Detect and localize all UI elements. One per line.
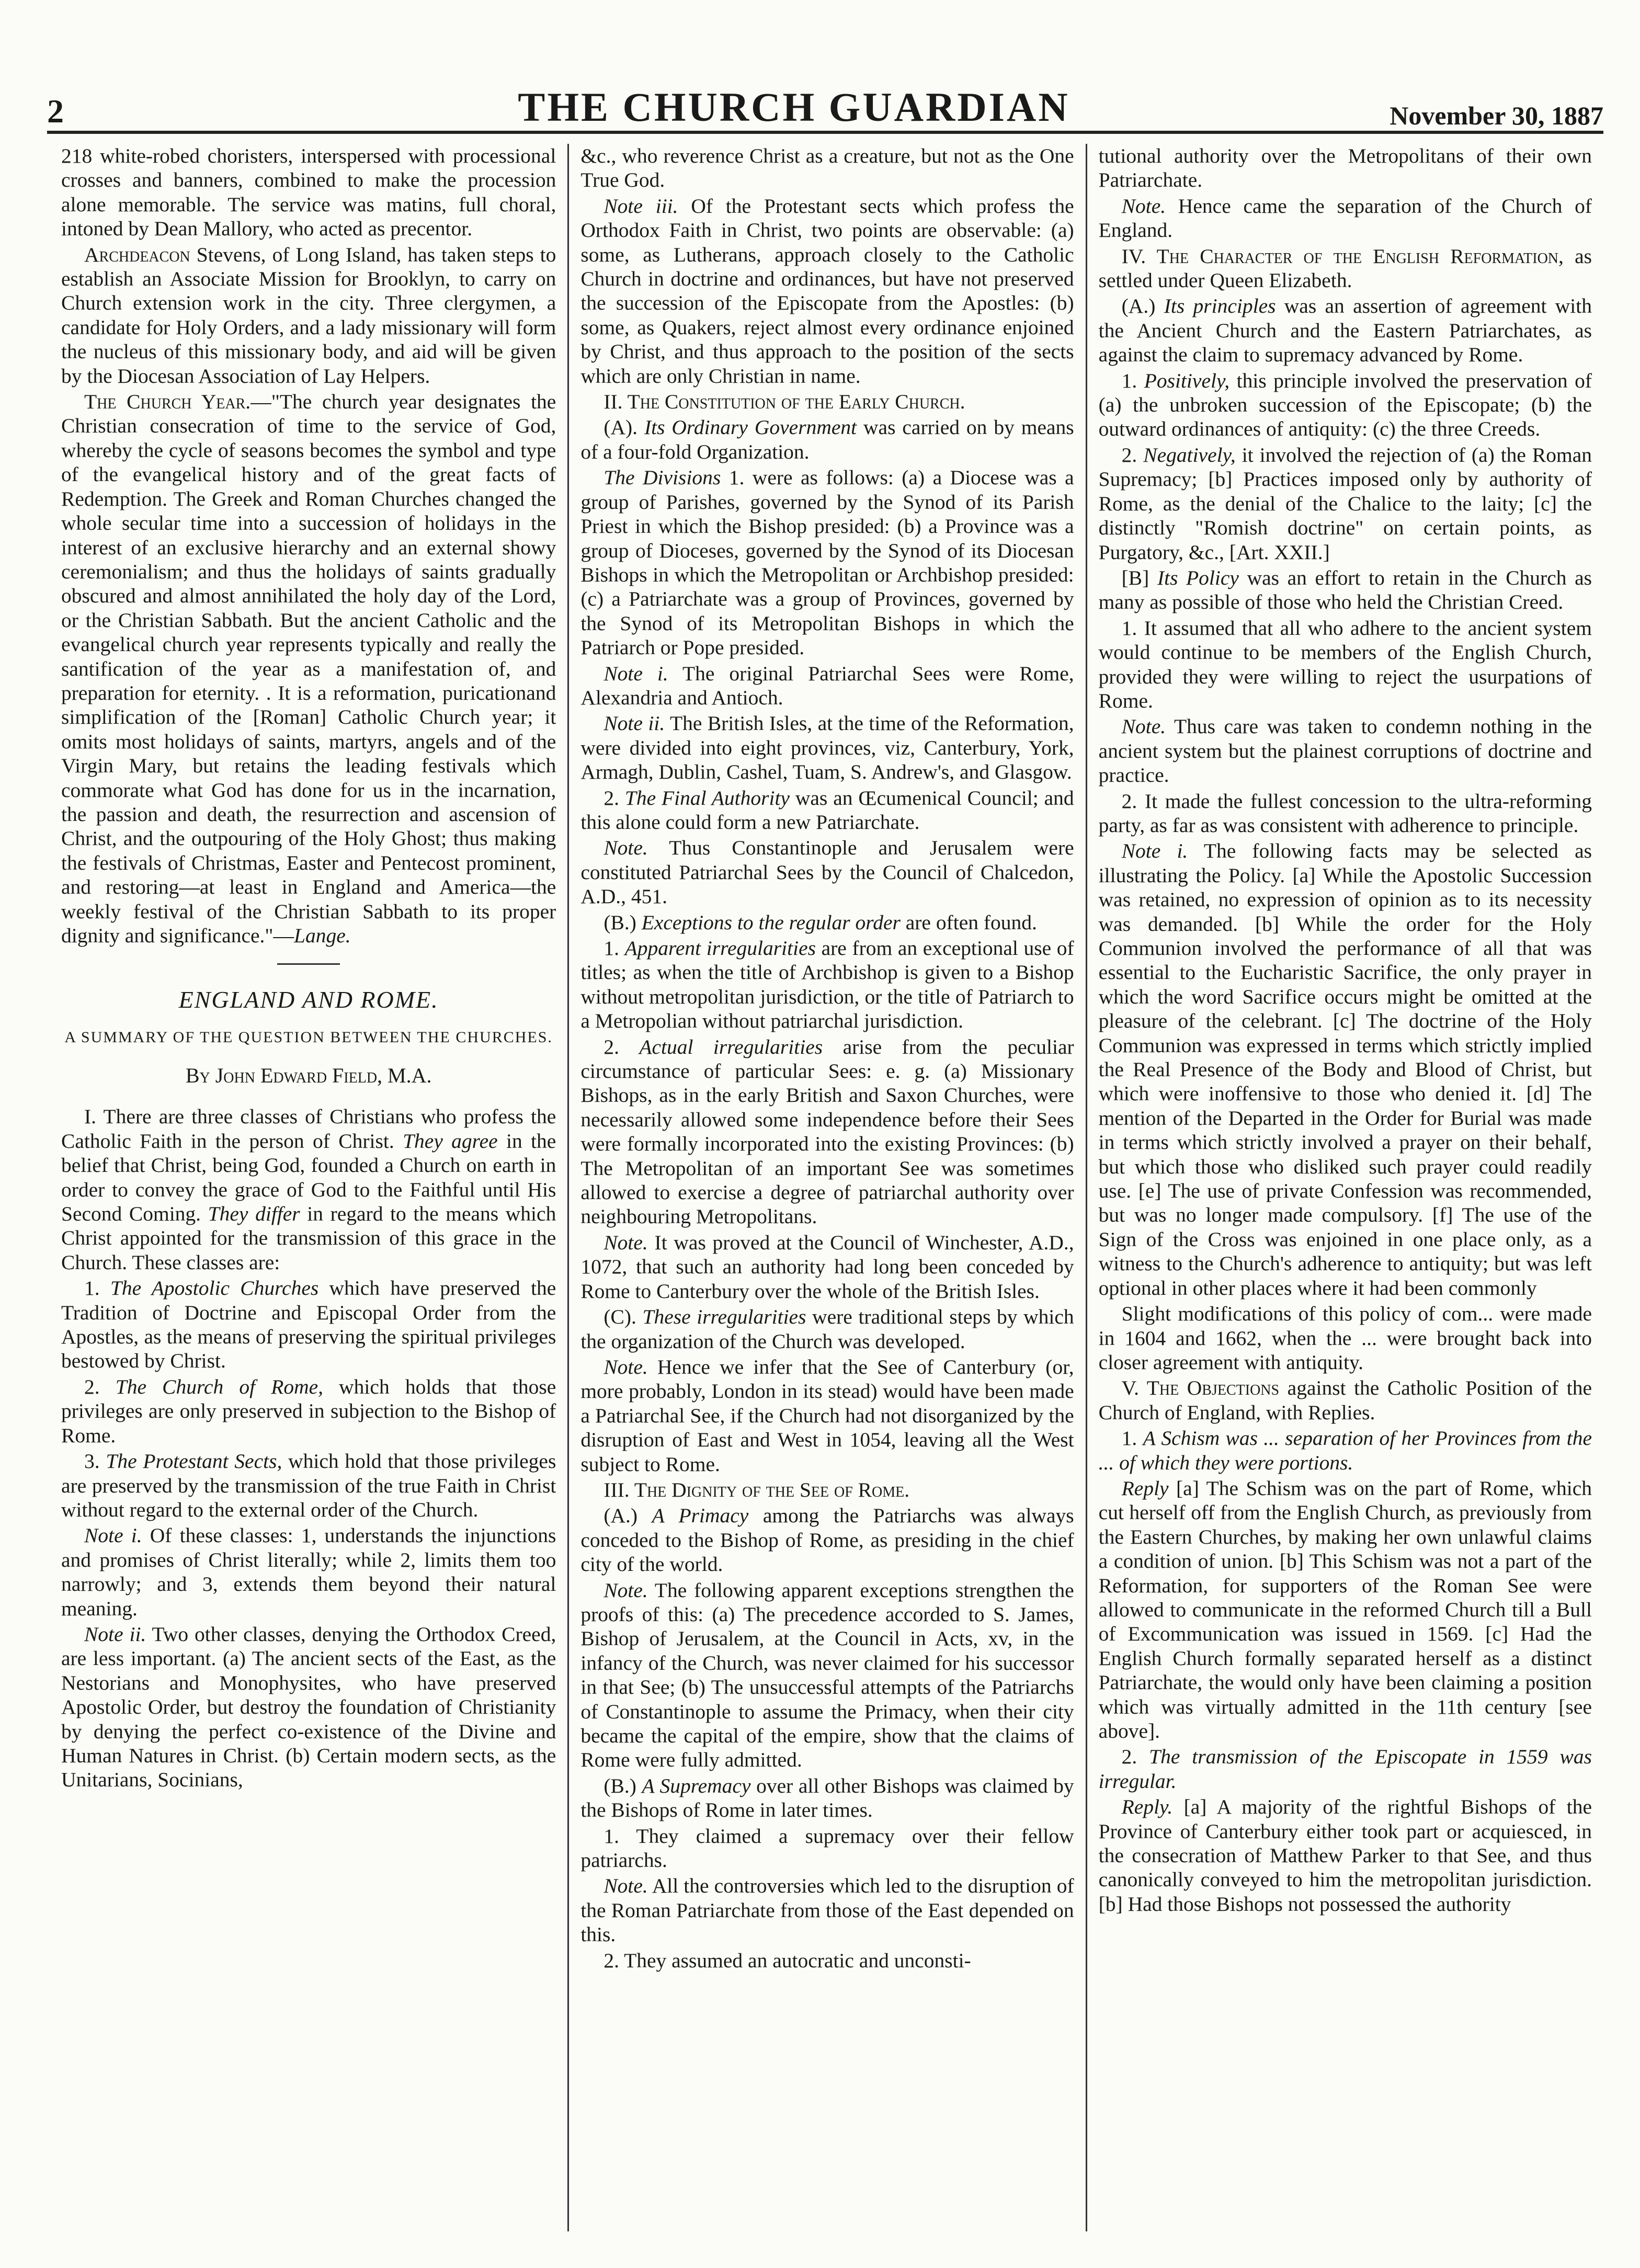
paragraph <box>580 1305 1074 1353</box>
quote-source: Lange. <box>294 924 351 947</box>
paragraph-text: Thus Constantinople and Jerusalem were constituted Patriarchal Sees by the Council of Chalcedon, A.D., 451. <box>580 836 1074 908</box>
emphasis: These irregularities <box>642 1305 806 1329</box>
note <box>580 1355 1074 1476</box>
column-2 <box>567 144 1085 2231</box>
emphasis: Apparent irregularities <box>624 937 816 960</box>
paragraph-text: The British Isles, at the time of the Reformation, were divided into eight provinces, viz, Canterbury, York, Armagh, Dublin, Cashel, Tuam, S. Andrew's, and Glasgow. <box>580 712 1074 784</box>
item-number: (A). <box>603 416 638 439</box>
paragraph-text: All the controversies which led to the disruption of the Roman Patriarchate from those of the East depended on this. <box>580 1874 1074 1946</box>
article-title: ENGLAND AND ROME. <box>178 986 439 1013</box>
emphasis: A Primacy <box>652 1504 749 1528</box>
item-number: 2. <box>603 1035 619 1058</box>
divider <box>277 963 340 965</box>
paragraph-text: which hold that those privileges are preserved by the transmission of the true Faith in Christ without regard to the external order of the Church. <box>61 1450 556 1521</box>
emphasis: The Apostolic Churches <box>110 1277 319 1300</box>
paragraph-text: against the Catholic Position of the Church of England, with Replies. <box>1098 1376 1592 1424</box>
section-heading <box>1099 244 1592 293</box>
note-label: Note. <box>603 1230 648 1254</box>
paragraph-text: in regard to the means which Christ appointed for the transmission of this grace in the Church. These classes are: <box>61 1202 556 1274</box>
note <box>580 662 1074 710</box>
paragraph-text: in the belief that Christ, being God, founded a Church on earth in order to convey the grace of God to the Faithful until His Second Coming. <box>61 1129 556 1226</box>
note-label: Note. <box>1121 194 1166 218</box>
column-3 <box>1086 144 1603 2231</box>
paragraph-text: I. There are three classes of Christians who profess the Catholic Faith in the person of Christ. <box>61 1105 556 1153</box>
note-label: Note i. <box>603 662 668 685</box>
note-label: Note. <box>1121 715 1166 738</box>
note-label: Note iii. <box>603 194 678 218</box>
paragraph-text: The following apparent exceptions strengthen the proofs of this: (a) The precedence accorded to S. James, Bishop of Jerusalem, at the Council in Acts, xv, in the infancy of the Church, was never claimed for his successor in that See; (b) The unsuccessful attempts of the Patriarchs of Constantinople to assume the Primacy, when their city became the capital of the empire, show that the claims of Rome were fully admitted. <box>580 1578 1074 1772</box>
emphasis: Positively, <box>1144 369 1230 392</box>
paragraph-text: are from an exceptional use of titles; as when the title of Archbishop is given to a Bishop without metropolitan jurisdiction, or the title of Patriarch to a Metropolian without patriarchal jurisdiction. <box>580 937 1074 1033</box>
emphasis: A Schism was ... separation of her Provinces from the ... of which they were portions. <box>1098 1427 1592 1474</box>
paragraph-text: The following facts may be selected as illustrating the Policy. [a] While the Apostolic Succession was retained, no expression of opinion as to its necessity was demanded. [b] While the order for the Holy Communion involved the performance of all that was essential to the Eucharistic Sacrifice, the only prayer in which the word Sacrifice occurs might be omitted at the pleasure of the celebrant. [c] The doctrine of the Holy Communion was expressed in terms which strictly implied the Real Presence of the Body and Blood of Christ, but which were inoffensive to those who denied it. [d] The mention of the Departed in the Order for Burial was made in terms which strictly involved a prayer on their behalf, but which those who disliked such prayer could readily use. [e] The use of private Confession was recommended, but was no longer made compulsory. [f] The use of the Sign of the Cross was enjoined in one place only, as a witness to the Church's adherence to antiquity; but was left optional in other places where it had been commonly <box>1098 839 1592 1300</box>
note <box>1099 839 1592 1300</box>
list-item <box>61 1375 556 1448</box>
item-number: (B.) <box>603 1774 636 1797</box>
paragraph-text: among the Patriarchs was always conceded to the Bishop of Rome, as presiding in the chief city of the world. <box>580 1504 1074 1576</box>
item-number: [B] <box>1121 566 1149 589</box>
paragraph-text: was an Œcumenical Council; and this alone could form a new Patriarchate. <box>580 786 1074 834</box>
article-subtitle: A SUMMARY OF THE QUESTION BETWEEN THE CHURCHES. <box>64 1029 553 1046</box>
item-number: (A.) <box>1121 294 1156 318</box>
note <box>580 711 1074 784</box>
note-label: Note ii. <box>603 712 665 735</box>
emphasis: Its principles <box>1164 294 1276 318</box>
paragraph <box>580 786 1074 835</box>
item-number: 2. <box>1121 1745 1137 1769</box>
paragraph <box>580 1503 1074 1576</box>
emphasis: Its Policy <box>1157 566 1239 589</box>
note-label: Note ii. <box>84 1622 146 1646</box>
paragraph-text: which have preserved the Tradition of Doctrine and Episcopal Order from the Apostles, as the means of preserving the spiritual privileges bestowed by Christ. <box>61 1277 556 1373</box>
paragraph-text: Hence came the separation of the Church of England. <box>1098 194 1592 242</box>
paragraph <box>1099 294 1592 367</box>
column-1 <box>50 144 567 2231</box>
paragraph-text: Hence we infer that the See of Canterbury (or, more probably, London in its stead) would have been made a Patriarchal See, if the Church had not disorganized by the disruption of East and West in 1054, leaving all the West subject to Rome. <box>580 1355 1074 1476</box>
note <box>61 1523 556 1621</box>
paragraph-text: which holds that those privileges are only preserved in subjection to the Bishop of Rome. <box>61 1375 556 1447</box>
item-number: 1. <box>1121 1427 1137 1450</box>
paragraph <box>61 1104 556 1274</box>
section-heading: II. The Constitution of the Early Church. <box>603 390 965 414</box>
paragraph-text: It was proved at the Council of Winchester, A.D., 1072, that such an authority had long been conceded by Rome to Canterbury over the whole of the British Isles. <box>580 1230 1074 1303</box>
paragraph <box>1099 1426 1592 1475</box>
page-number: 2 <box>47 93 64 130</box>
note <box>580 1578 1074 1772</box>
paragraph <box>1099 1745 1592 1793</box>
paragraph-text: Stevens, of Long Island, has taken steps to establish an Associate Mission for Brooklyn, to carry on Church extension work in the city. Three clergymen, a candidate for Holy Orders, and a lady missionary will form the nucleus of this missionary body, and aid will be given by the Diocesan Association of Lay Helpers. <box>61 243 556 388</box>
masthead: THE CHURCH GUARDIAN <box>518 84 1070 130</box>
paragraph-text: Two other classes, denying the Orthodox Creed, are less important. (a) The ancient sects of the East, as the Nestorians and Monophysites, who have preserved Apostolic Order, but destroy the foundation of Christianity by denying the perfect co-existence of the Divine and Human Natures in Christ. (b) Certain modern sects, as the Unitarians, Socinians, <box>61 1622 556 1792</box>
paragraph-text: Thus care was taken to condemn nothing in the ancient system but the plainest corruptions of doctrine and practice. <box>1098 715 1592 787</box>
paragraph-text: this principle involved the preservation of (a) the unbroken succession of the Episcopate; (b) the outward ordinances of antiquity: (c) the three Creeds. <box>1098 369 1592 441</box>
list-item <box>61 1276 556 1373</box>
paragraph-text: arise from the peculiar circumstance of particular Sees: e. g. (a) Missionary Bishops, as in the early British and Saxon Churches, were necessarily allowed some independence before their Sees were formally incorporated into the existing Provinces: (b) The Metropolitan of an important See was sometimes allowed to exercise a degree of patriarchal authority over neighbouring Metropolitans. <box>580 1035 1074 1228</box>
note <box>61 1622 556 1792</box>
paragraph: 1. It assumed that all who adhere to the ancient system would continue to be members of the English Church, provided they were willing to reject the usurpations of Rome. <box>1098 616 1592 712</box>
note-label: Note. <box>603 1874 648 1898</box>
paragraph <box>1099 1476 1592 1743</box>
note <box>1099 714 1592 787</box>
paragraph-text: 1. were as follows: (a) a Diocese was a group of Parishes, governed by the Synod of its Parish Priest in which the Bishop presided: (b) a Province was a group of Dioceses, governed by the Synod of its Diocesan Bishops in which the Metropolitan or Archbishop presided: (c) a Patriarchate was a group of Provinces, governed by the Synod of its Metropolitan Bishops in which the Patriarch or Pope presided. <box>580 466 1074 659</box>
emphasis: Negatively, <box>1143 443 1236 466</box>
paragraph <box>580 415 1074 464</box>
paragraph-text: [a] A majority of the rightful Bishops of the Province of Canterbury either took part or acquiesced, in the consecration of Matthew Parker to that See, and thus canonically conveyed to him the metropolitan jurisdiction. [b] Had those Bishops not possessed the authority <box>1098 1795 1592 1916</box>
paragraph-text: are often found. <box>905 910 1037 934</box>
emphasis: Its Ordinary Government <box>644 416 857 439</box>
section-heading <box>1099 1376 1592 1424</box>
paragraph-text: was carried on by means of a four-fold Organization. <box>580 416 1074 463</box>
paragraph-text: as settled under Queen Elizabeth. <box>1098 244 1592 292</box>
emphasis: The Divisions <box>603 466 721 489</box>
emphasis: They agree <box>403 1129 498 1153</box>
paragraph: 2. It made the fullest concession to the ultra-reforming party, as far as was consistent with adherence to principle. <box>1098 789 1592 837</box>
paragraph <box>580 465 1074 659</box>
paragraph <box>61 243 556 388</box>
item-number: (B.) <box>603 910 636 934</box>
item-number: 3. <box>84 1450 100 1473</box>
emphasis: The Church of Rome, <box>115 1375 324 1398</box>
item-number: 1. <box>1121 369 1137 392</box>
paragraph-text: Of the Protestant sects which profess the Orthodox Faith in Christ, two points are observable: (a) some, as Lutherans, approach closely to the Catholic Church in doctrine and ordinances, but have not preserved the succession of the Episcopate from the Apostles: (b) some, as Quakers, reject almost every ordinance enjoined by Christ, and thus approach to the position of the sects which are only Christian in name. <box>580 194 1074 388</box>
paragraph: 218 white-robed choristers, interspersed with processional crosses and banners, combined to make the procession alone memorable. The service was matins, full choral, intoned by Dean Mallory, who acted as precentor. <box>61 144 556 241</box>
emphasis: The transmission of the Episcopate in 1559 was irregular. <box>1098 1745 1592 1793</box>
paragraph: &c., who reverence Christ as a creature, but not as the One True God. <box>580 144 1074 192</box>
paragraph <box>1099 566 1592 614</box>
section-heading: III. The Dignity of the See of Rome. <box>603 1478 910 1501</box>
issue-date: November 30, 1887 <box>1390 101 1603 130</box>
note-label: Note. <box>603 1578 648 1602</box>
item-number: 2. <box>603 786 619 810</box>
emphasis: The Protestant Sects, <box>106 1450 282 1473</box>
paragraph <box>580 1774 1074 1822</box>
note <box>580 194 1074 388</box>
list-item <box>61 1449 556 1522</box>
paragraph-text: over all other Bishops was claimed by the Bishops of Rome in later times. <box>580 1774 1074 1822</box>
reply-label: Reply <box>1121 1476 1169 1500</box>
lead-in: The Church Year. <box>84 390 251 414</box>
lead-in: Archdeacon <box>84 243 190 266</box>
item-number: 2. <box>84 1375 100 1398</box>
paragraph-text: were traditional steps by which the organization of the Church was developed. <box>580 1305 1074 1353</box>
paragraph-text: The original Patriarchal Sees were Rome, Alexandria and Antioch. <box>580 662 1074 709</box>
paragraph <box>1099 443 1592 564</box>
byline: By John Edward Field, M.A. <box>185 1064 432 1088</box>
heading-text: V. The Objections <box>1121 1376 1280 1400</box>
paragraph: tutional authority over the Metropolitans of their own Patriarchate. <box>1098 144 1592 192</box>
item-number: 1. <box>603 937 619 960</box>
paragraph: Slight modifications of this policy of com... were made in 1604 and 1662, when the ... were brought back into closer agreement with antiquity. <box>1098 1302 1592 1374</box>
note <box>1099 194 1592 243</box>
emphasis: They differ <box>208 1202 300 1226</box>
paragraph <box>580 910 1074 934</box>
paragraph-text: —"The church year designates the Christian consecration of time to the service of God, whereby the cycle of seasons becomes the symbol and type of the evangelical history and of the great facts of Redemption. The Greek and Roman Churches changed the whole secular time into a succession of holidays in the interest of an exclusive hierarchy and an external showy ceremonialism; and thus the holidays of saints gradually obscured and almost annihilated the holy day of the Lord, or the Christian Sabbath. But the ancient Catholic and the evangelical church year represents typically and really the santification of the year as a manifestation of, and preparation for eternity. . It is a reformation, puricationand simplification of the [Roman] Catholic Church year; it omits most holidays of saints, martyrs, angels and of the Virgin Mary, but retains the leading festivals which commorate what God has done for us in the incarnation, the passion and death, the resurrection and ascension of Christ, and the outpouring of the Holy Ghost; thus making the festivals of Christmas, Easter and Pentecost prominent, and restoring—at least in England and America—the weekly festival of the Christian Sabbath to its proper dignity and significance."— <box>61 390 556 947</box>
paragraph: 2. They assumed an autocratic and unconsti- <box>603 1948 971 1972</box>
paragraph <box>61 390 556 948</box>
paragraph <box>580 1035 1074 1229</box>
paragraph-text: was an effort to retain in the Church as many as possible of those who held the Christian Creed. <box>1098 566 1592 614</box>
paragraph-text: [a] The Schism was on the part of Rome, which cut herself off from the English Church, as previously from the Eastern Churches, by making her own unlawful claims a condition of union. [b] This Schism was not a part of the Reformation, for supporters of the Roman See were allowed to communicate in the reformed Church till a Bull of Excommunication was issued in 1569. [c] Had the English Church formally separated herself as a distinct Patriarchate, the would only have been claiming a position which was virtually admitted in the 11th century [see above]. <box>1098 1476 1592 1742</box>
note-label: Note i. <box>1121 839 1188 863</box>
note <box>580 1230 1074 1303</box>
emphasis: The Final Authority <box>624 786 790 810</box>
emphasis: Actual irregularities <box>639 1035 823 1058</box>
note <box>580 836 1074 908</box>
columns <box>50 144 1603 2231</box>
paragraph-text: was an assertion of agreement with the Ancient Church and the Eastern Patriarchates, as against the claim to supremacy advanced by Rome. <box>1098 294 1592 367</box>
emphasis: Exceptions to the regular order <box>641 910 901 934</box>
page-header <box>47 73 1603 134</box>
note-label: Note. <box>603 836 648 860</box>
paragraph-text: it involved the rejection of (a) the Roman Supremacy; [b] Practices imposed only by authority of Rome, as the denial of the Chalice to the laity; [c] the distinctly "Romish doctrine" on certain points, as Purgatory, &c., [Art. XXII.] <box>1098 443 1592 564</box>
heading-text: IV. The Character of the English Reformation, <box>1121 244 1564 268</box>
paragraph-text: Of these classes: 1, understands the injunctions and promises of Christ literally; while 2, limits them too narrowly; and 3, extends them beyond their natural meaning. <box>61 1524 556 1620</box>
paragraph <box>1099 1795 1592 1916</box>
item-number: (A.) <box>603 1504 638 1528</box>
note <box>580 1874 1074 1946</box>
paragraph <box>580 936 1074 1033</box>
reply-label: Reply. <box>1121 1795 1173 1819</box>
item-number: 2. <box>1121 443 1137 466</box>
emphasis: A Supremacy <box>642 1774 751 1797</box>
note-label: Note i. <box>84 1524 142 1547</box>
paragraph: 1. They claimed a supremacy over their fellow patriarchs. <box>580 1824 1074 1872</box>
item-number: (C). <box>603 1305 636 1329</box>
paragraph <box>1099 369 1592 441</box>
note-label: Note. <box>603 1355 648 1378</box>
item-number: 1. <box>84 1277 100 1300</box>
